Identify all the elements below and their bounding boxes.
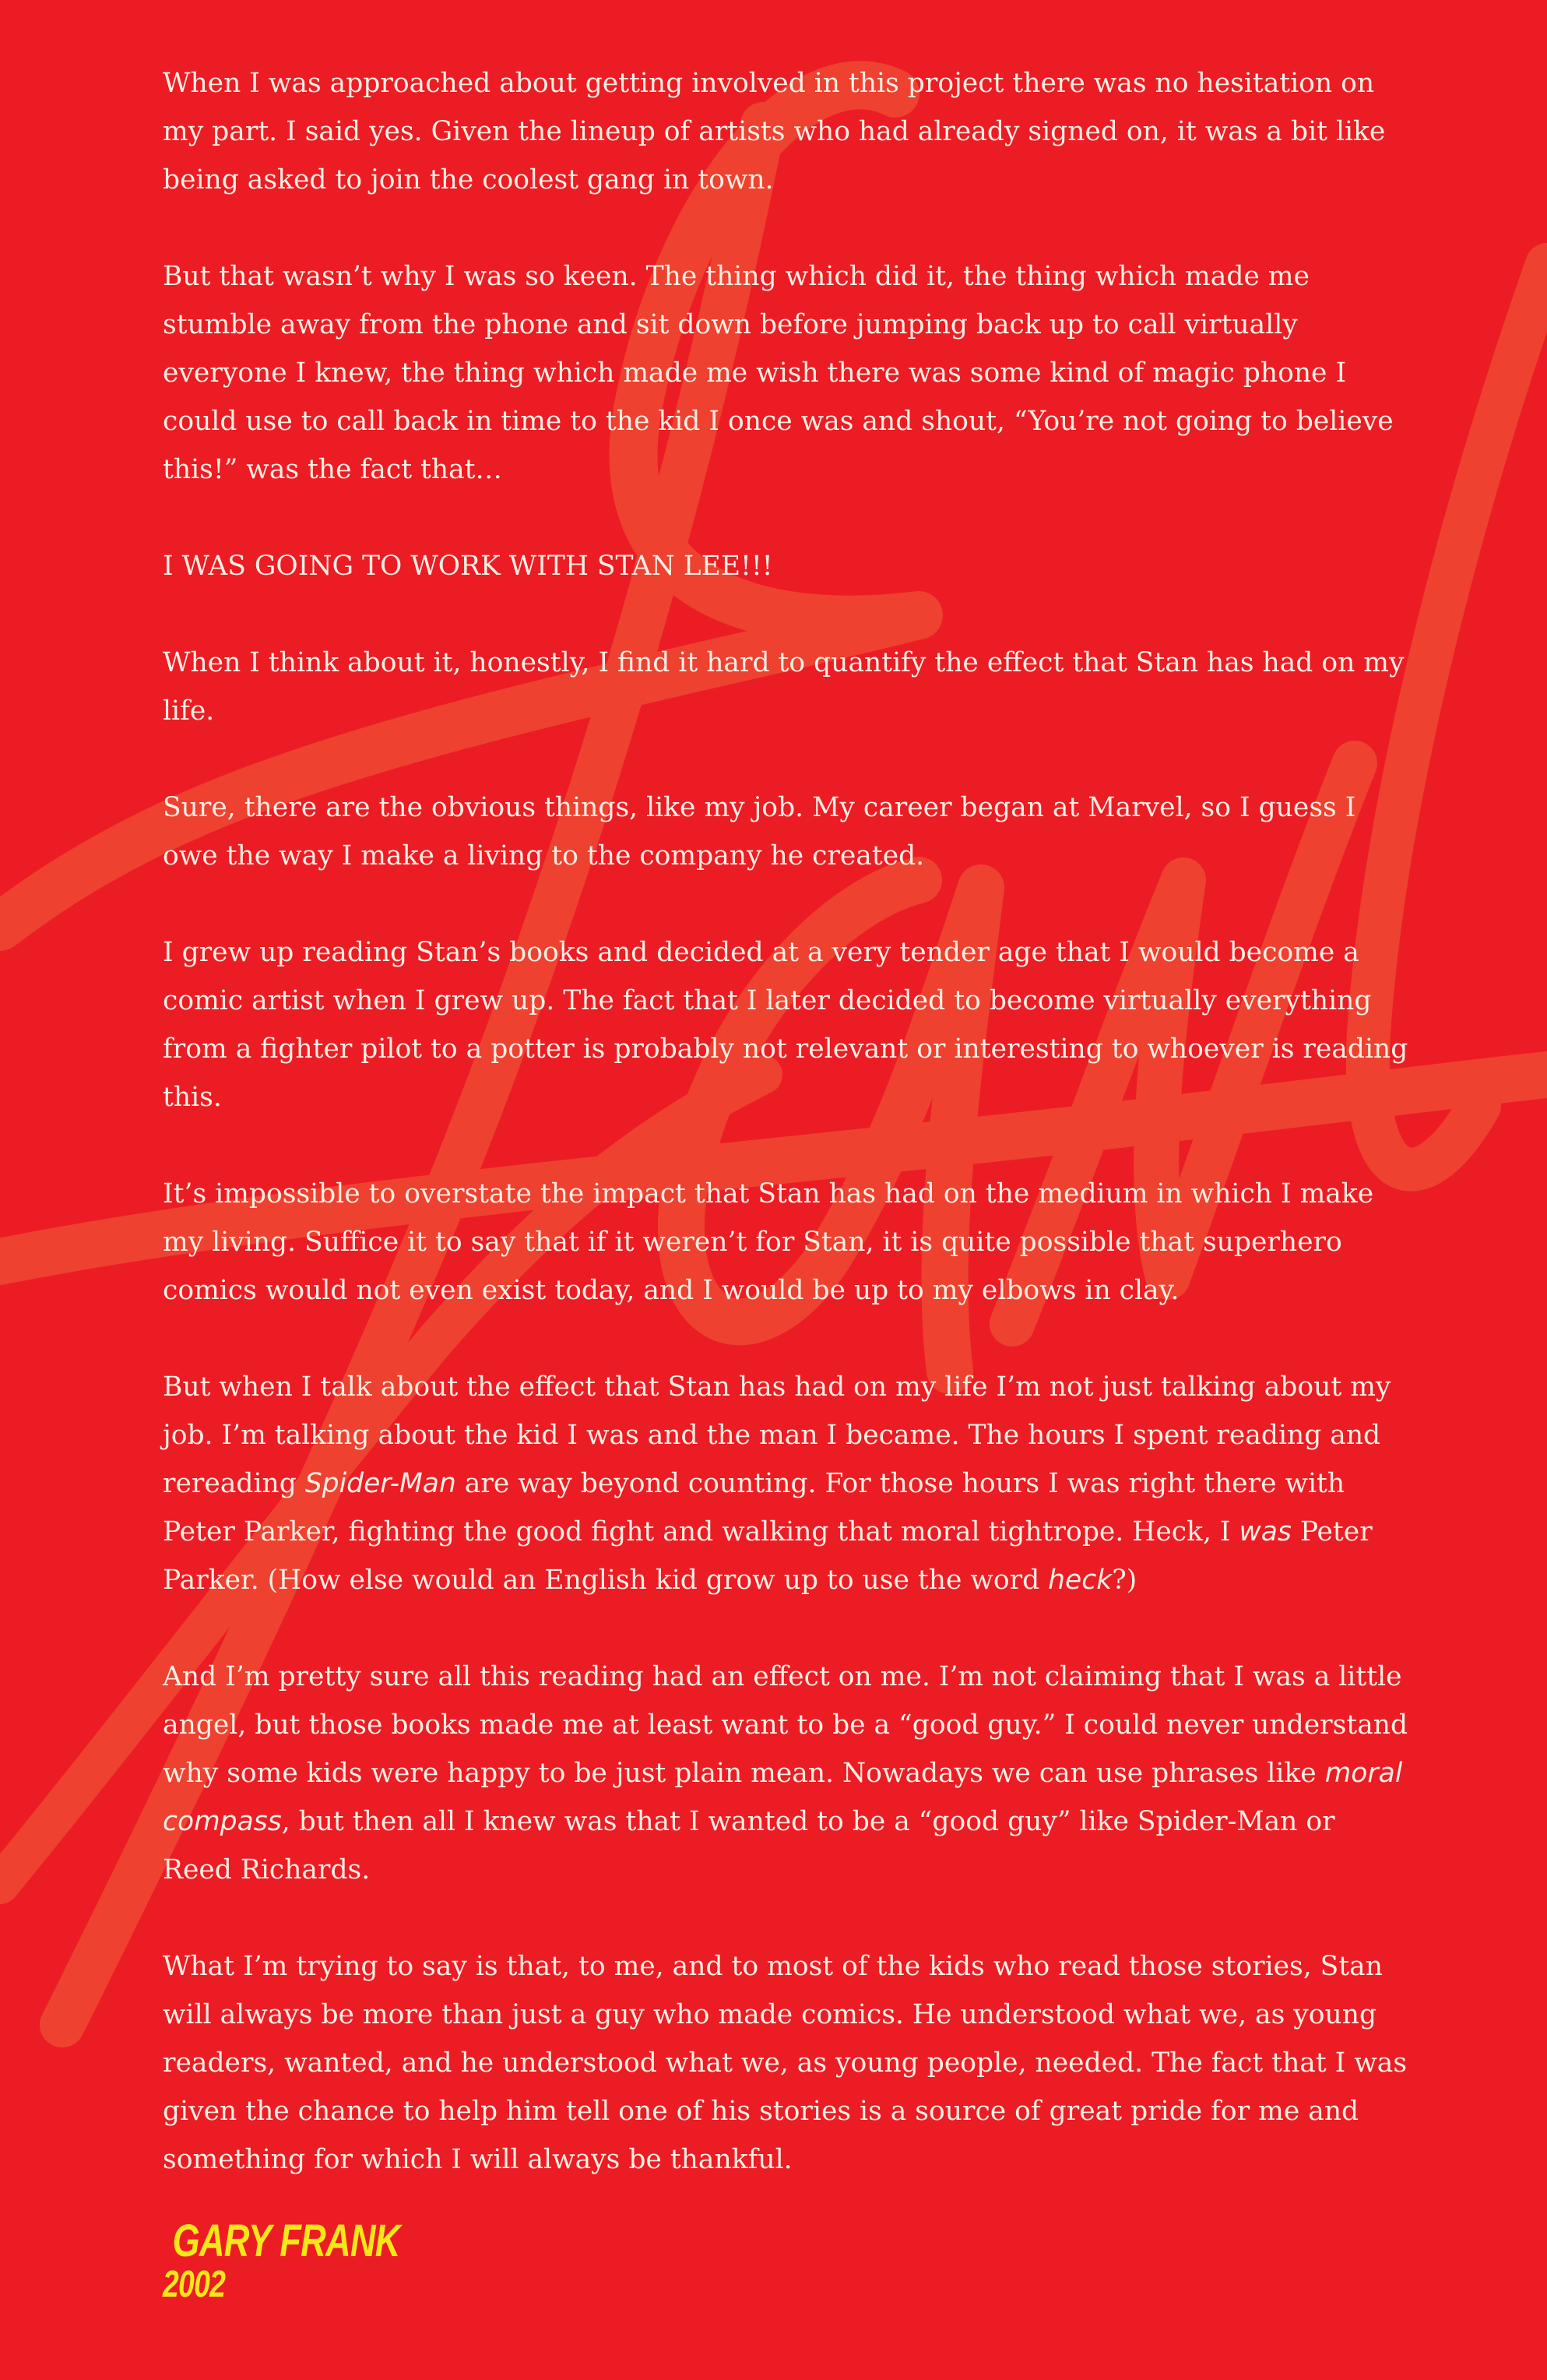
paragraph-text: Peter Parker. (How else would an English kid grow up to use the word	[163, 1516, 1373, 1596]
essay-paragraph	[163, 783, 1408, 880]
paragraph-text: What I’m trying to say is that, to me, and to most of the kids who read those stories, Stan will always be more than just a guy who made comics. He understood what we, as young readers, wanted, and he understood what we, as young people, needed. The fact that I was given the chance to help him tell one of his stories is a source of great pride for me and something for which I will always be thankful.	[163, 1951, 1408, 2175]
essay-paragraph	[163, 1942, 1408, 2184]
paragraph-text: It’s impossible to overstate the impact that Stan has had on the medium in which I make my living. Suffice it to say that if it weren’t for Stan, it is quite possible that superhero comics would not even exist today, and I would be up to my elbows in clay.	[163, 1178, 1374, 1306]
paragraph-text: When I was approached about getting involved in this project there was no hesitation on my part. I said yes. Given the lineup of artists who had already signed on, it was a bit like being asked to join the coolest gang in town.	[163, 68, 1386, 195]
paragraph-text: When I think about it, honestly, I find it hard to quantify the effect that Stan has had on my life.	[163, 647, 1405, 727]
paragraph-text: But that wasn’t why I was so keen. The thing which did it, the thing which made me stumble away from the phone and sit down before jumping back up to call virtually everyone I knew, the thing which made me wish there was some kind of magic phone I could use to call back in time to the kid I once was and shout, “You’re not going to believe this!” was the fact that…	[163, 261, 1394, 485]
emphasized-text: heck	[1048, 1565, 1113, 1596]
signoff-year: 2002	[163, 2264, 226, 2305]
paragraph-text: are way beyond counting. For those hours I was right there with Peter Parker, fighting the good fight and walking that moral tightrope. Heck, I	[163, 1468, 1345, 1547]
essay-paragraph	[163, 639, 1408, 735]
signoff	[163, 2218, 400, 2305]
paragraph-text: I WAS GOING TO WORK WITH STAN LEE!!!	[163, 551, 773, 582]
paragraph-text: , but then all I knew was that I wanted to be a “good guy” like Spider-Man or Reed Richards.	[163, 1806, 1335, 1885]
paragraph-text: And I’m pretty sure all this reading had an effect on me. I’m not claiming that I was a little angel, but those books made me at least want to be a “good guy.” I could never understand why some kids were happy to be just plain mean. Nowadays we can use phrases like	[163, 1661, 1408, 1789]
paragraph-text: Sure, there are the obvious things, like my job. My career began at Marvel, so I guess I owe the way I make a living to the company he created.	[163, 792, 1356, 871]
essay-paragraph	[163, 1170, 1408, 1315]
essay-paragraph	[163, 928, 1408, 1121]
essay-paragraph	[163, 1363, 1408, 1604]
essay-paragraph	[163, 1653, 1408, 1894]
paragraph-text: ?)	[1112, 1565, 1137, 1596]
emphasized-text: Spider-Man	[304, 1468, 456, 1499]
essay-body	[163, 59, 1408, 2184]
essay-paragraph	[163, 59, 1408, 204]
author-name: GARY FRANK	[172, 2216, 400, 2266]
essay-paragraph	[163, 542, 1408, 590]
emphasized-text: was	[1239, 1516, 1292, 1547]
emphasized-text: moral compass	[163, 1758, 1403, 1837]
paragraph-text: But when I talk about the effect that Stan has had on my life I’m not just talking about my job. I’m talking about the kid I was and the man I became. The hours I spent reading and rereading	[163, 1371, 1391, 1499]
paragraph-text: I grew up reading Stan’s books and decided at a very tender age that I would become a comic artist when I grew up. The fact that I later decided to become virtually everything from a fighter pilot to a potter is probably not relevant or interesting to whoever is reading this.	[163, 937, 1408, 1113]
essay-paragraph	[163, 252, 1408, 494]
